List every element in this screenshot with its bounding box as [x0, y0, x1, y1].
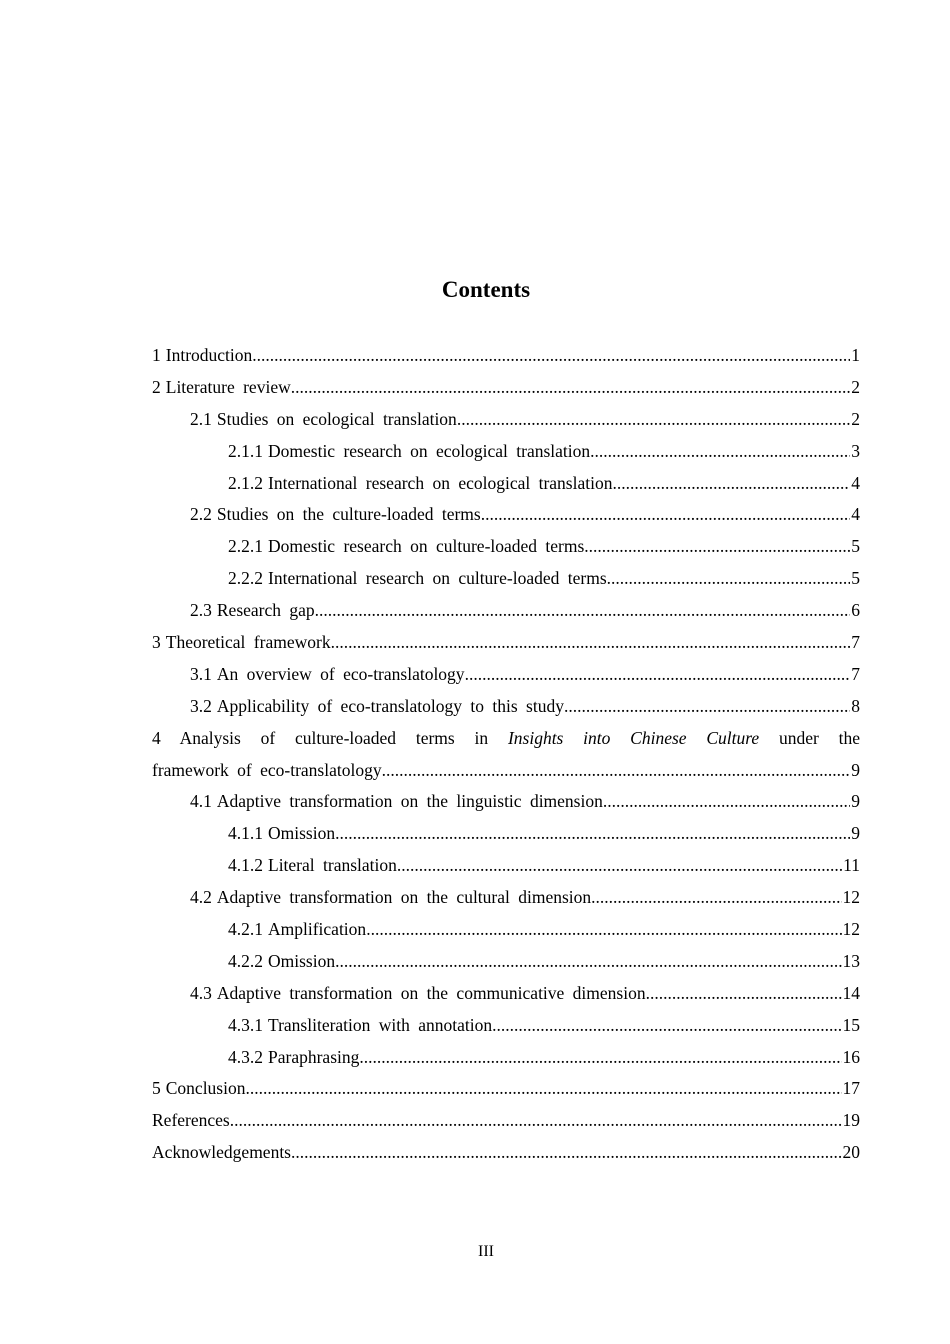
toc-number: 4.3.1 — [228, 1014, 263, 1035]
toc-label: Applicability of eco-translatology to this study — [216, 695, 564, 716]
toc-leader — [359, 1042, 841, 1074]
toc-leader — [492, 1010, 841, 1042]
toc-page: 7 — [851, 632, 860, 653]
toc-entry-literature-review[interactable] — [152, 372, 860, 404]
toc-label: References — [152, 1110, 230, 1131]
page-number: III — [478, 1243, 494, 1260]
toc-label: Studies on the culture-loaded terms — [216, 504, 481, 525]
toc-entry-4-1-2[interactable] — [152, 850, 860, 882]
toc-number: 4.1.2 — [228, 855, 263, 876]
toc-label: Literature review — [165, 376, 291, 397]
toc-number: 4.3.2 — [228, 1046, 263, 1067]
toc-label: Transliteration with annotation — [268, 1014, 493, 1035]
toc-leader — [335, 946, 841, 978]
page-title: Contents — [441, 277, 531, 302]
toc-number: 5 — [152, 1078, 161, 1099]
toc-label-italic-title: Insights into Chinese Culture — [507, 727, 760, 748]
toc-number: 2 — [152, 376, 161, 397]
toc-page: 1 — [851, 345, 860, 365]
toc-number: 2.3 — [190, 600, 212, 621]
toc-page: 6 — [851, 600, 860, 621]
toc-page: 20 — [842, 1142, 860, 1163]
toc-leader — [603, 786, 850, 818]
toc-leader — [564, 691, 850, 723]
toc-entry-4-3-1[interactable] — [152, 1010, 860, 1042]
toc-page: 13 — [842, 950, 860, 971]
toc-leader — [245, 1073, 841, 1105]
toc-entry-3-2[interactable] — [152, 691, 860, 723]
toc-number: 3.1 — [190, 663, 212, 684]
toc-leader — [291, 1137, 842, 1169]
toc-label: Omission — [268, 950, 336, 971]
toc-page: 2 — [851, 408, 860, 429]
table-of-contents — [152, 340, 860, 1169]
toc-leader — [252, 340, 850, 372]
toc-page: 5 — [851, 568, 860, 589]
toc-entry-2-2-1[interactable] — [152, 531, 860, 563]
toc-page: 11 — [843, 855, 860, 876]
toc-entry-theoretical-framework[interactable] — [152, 627, 860, 659]
toc-number: 4 — [152, 727, 161, 748]
toc-number: 4.1 — [190, 791, 212, 812]
toc-leader — [646, 978, 842, 1010]
toc-entry-4-2-2[interactable] — [152, 946, 860, 978]
toc-entry-4-1[interactable] — [152, 786, 860, 818]
toc-page: 16 — [842, 1046, 860, 1067]
toc-number: 4.2.2 — [228, 950, 263, 971]
toc-leader — [591, 882, 841, 914]
toc-page: 17 — [842, 1078, 860, 1099]
toc-leader — [397, 850, 842, 882]
toc-leader — [457, 404, 850, 436]
toc-page: 7 — [851, 663, 860, 684]
toc-label: Conclusion — [165, 1078, 246, 1099]
toc-label-after: under the — [778, 727, 860, 748]
toc-leader — [607, 563, 851, 595]
toc-leader — [590, 436, 850, 468]
toc-number: 2.2.1 — [228, 536, 263, 557]
toc-entry-acknowledgements[interactable] — [152, 1137, 860, 1169]
toc-entry-references[interactable] — [152, 1105, 860, 1137]
toc-number: 2.1 — [190, 408, 212, 429]
toc-label: Adaptive transformation on the linguistic dimension — [216, 791, 603, 812]
toc-page: 9 — [851, 823, 860, 844]
toc-label: Introduction — [165, 345, 253, 365]
toc-leader — [291, 372, 851, 404]
toc-label: Domestic research on culture-loaded terms — [268, 536, 585, 557]
toc-leader — [366, 914, 841, 946]
toc-page: 9 — [851, 759, 860, 780]
toc-page: 4 — [851, 504, 860, 525]
toc-number: 3.2 — [190, 695, 212, 716]
toc-number: 2.2.2 — [228, 568, 263, 589]
toc-entry-conclusion[interactable] — [152, 1073, 860, 1105]
toc-page: 4 — [851, 472, 860, 493]
toc-leader — [481, 499, 851, 531]
toc-page: 12 — [842, 919, 860, 940]
toc-leader — [331, 627, 851, 659]
toc-number: 2.2 — [190, 504, 212, 525]
toc-number: 2.1.2 — [228, 472, 263, 493]
toc-entry-4-3[interactable] — [152, 978, 860, 1010]
toc-entry-analysis-line-2[interactable] — [152, 755, 860, 787]
toc-label: Paraphrasing — [268, 1046, 360, 1067]
toc-entry-2-1-1[interactable] — [152, 436, 860, 468]
toc-number: 4.3 — [190, 982, 212, 1003]
toc-entry-2-1[interactable] — [152, 404, 860, 436]
toc-page: 14 — [842, 982, 860, 1003]
toc-leader — [612, 468, 850, 500]
toc-label-before: Analysis of culture-loaded terms in — [179, 727, 489, 748]
toc-entry-analysis-line-1[interactable] — [152, 723, 860, 755]
toc-entry-2-2[interactable] — [152, 499, 860, 531]
toc-entry-4-1-1[interactable] — [152, 818, 860, 850]
toc-label: Adaptive transformation on the communicative dimension — [216, 982, 646, 1003]
toc-entry-2-2-2[interactable] — [152, 563, 860, 595]
toc-leader — [465, 659, 851, 691]
toc-entry-2-1-2[interactable] — [152, 468, 860, 500]
toc-number: 2.1.1 — [228, 440, 263, 461]
toc-leader — [584, 531, 850, 563]
toc-label: Studies on ecological translation — [216, 408, 457, 429]
toc-label: Domestic research on ecological translation — [268, 440, 591, 461]
toc-label-continuation: framework of eco-translatology — [152, 759, 382, 780]
toc-page: 3 — [851, 440, 860, 461]
toc-label: Acknowledgements — [152, 1142, 291, 1163]
toc-entry-introduction[interactable] — [152, 340, 860, 372]
toc-page: 12 — [842, 887, 860, 908]
toc-number: 4.2 — [190, 887, 212, 908]
toc-label: International research on culture-loaded terms — [268, 568, 607, 589]
toc-entry-4-2[interactable] — [152, 882, 860, 914]
toc-label: Theoretical framework — [165, 632, 331, 653]
toc-entry-4-3-2[interactable] — [152, 1042, 860, 1074]
toc-leader — [230, 1105, 842, 1137]
toc-entry-3-1[interactable] — [152, 659, 860, 691]
toc-leader — [382, 755, 851, 787]
toc-leader — [315, 595, 851, 627]
toc-label: Omission — [268, 823, 336, 844]
toc-leader — [335, 818, 850, 850]
toc-label: International research on ecological translation — [268, 472, 613, 493]
toc-label: Research gap — [216, 600, 315, 621]
toc-number: 3 — [152, 632, 161, 653]
toc-label-part — [180, 728, 860, 748]
toc-number: 4.1.1 — [228, 823, 263, 844]
toc-label: Literal translation — [268, 855, 397, 876]
toc-page: 8 — [851, 695, 860, 716]
toc-label: An overview of eco-translatology — [216, 663, 465, 684]
toc-entry-2-3[interactable] — [152, 595, 860, 627]
toc-label: Adaptive transformation on the cultural dimension — [216, 887, 592, 908]
toc-page: 9 — [851, 791, 860, 812]
toc-page: 5 — [851, 536, 860, 557]
toc-entry-4-2-1[interactable] — [152, 914, 860, 946]
toc-page: 15 — [842, 1014, 860, 1035]
toc-page: 2 — [851, 376, 860, 397]
toc-page: 19 — [842, 1110, 860, 1131]
toc-number: 1 — [152, 345, 161, 365]
toc-label: Amplification — [268, 919, 367, 940]
toc-number: 4.2.1 — [228, 919, 263, 940]
